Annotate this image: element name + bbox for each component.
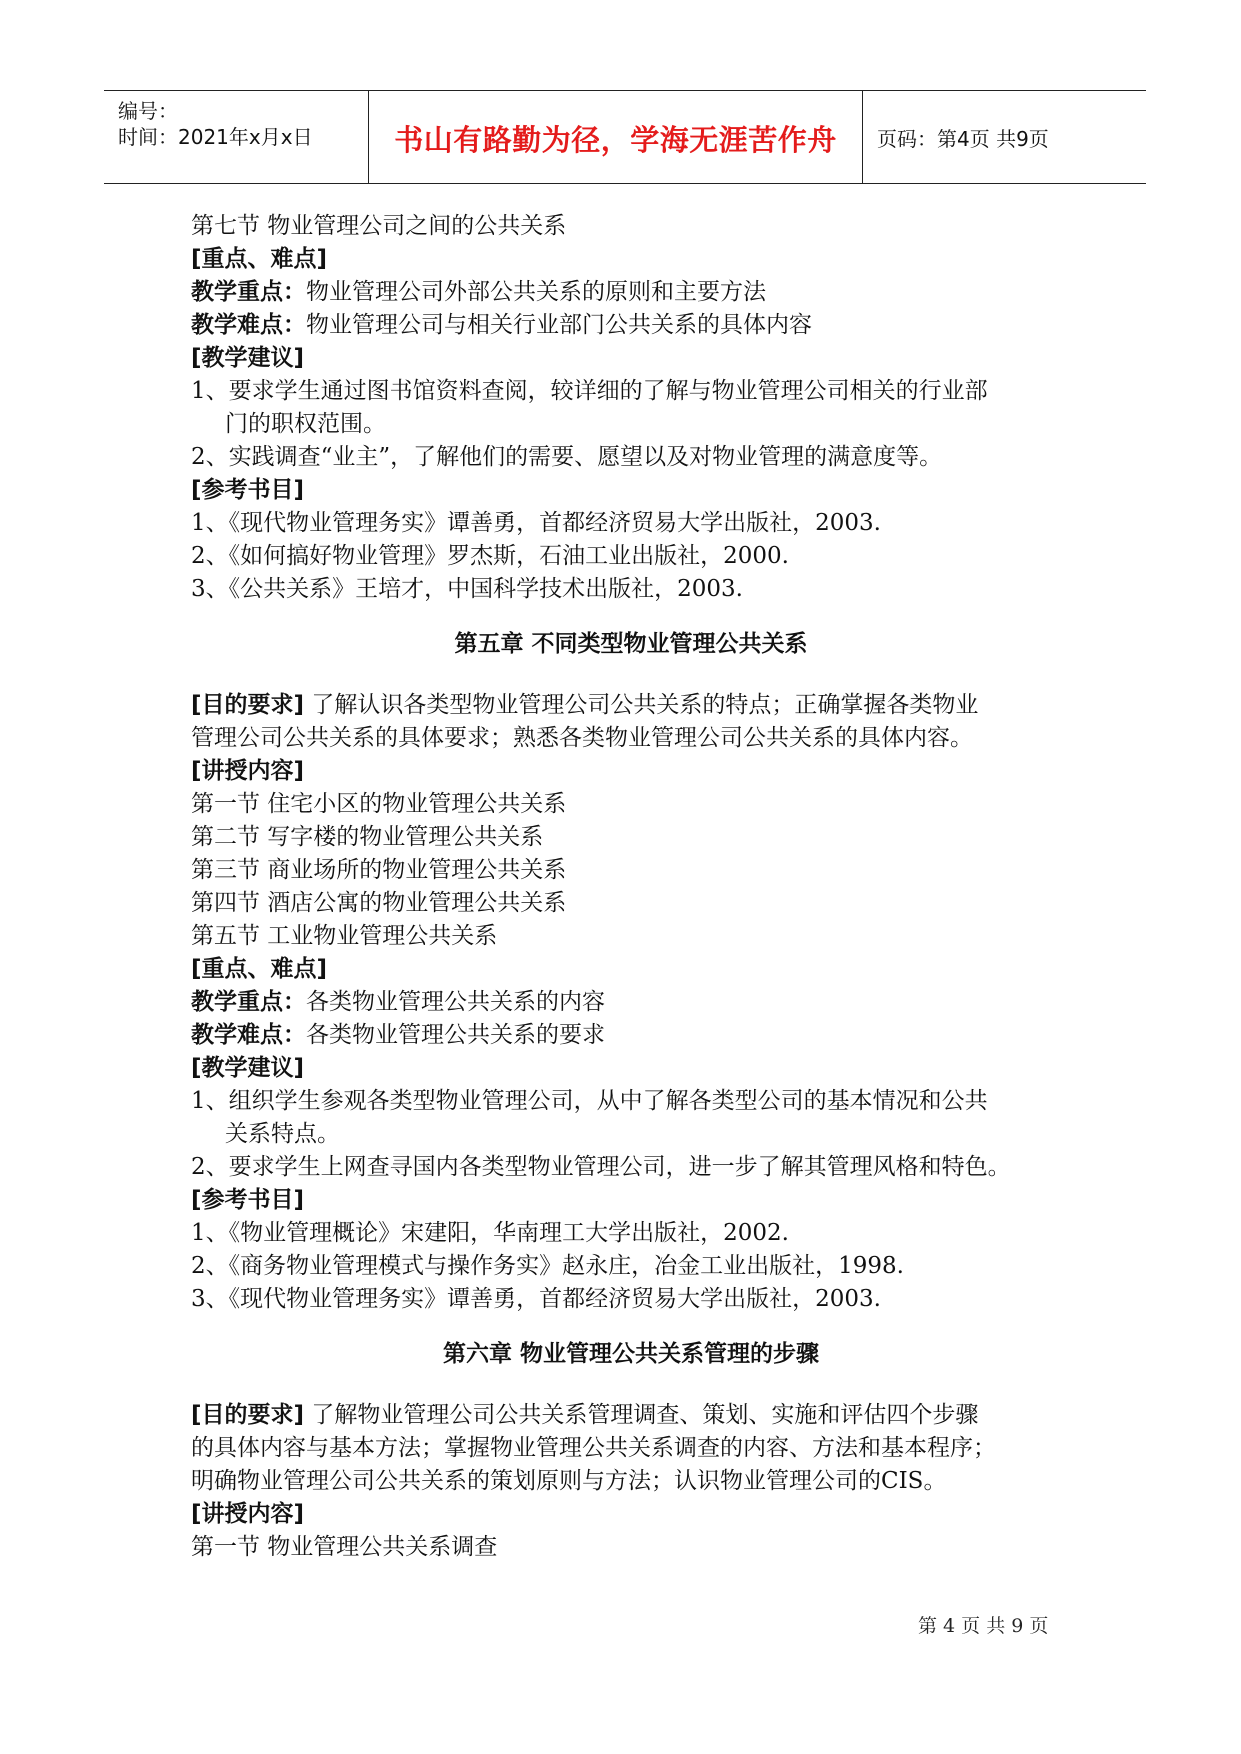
teaching-difficulty-label: 教学难点：: [191, 1022, 306, 1048]
teaching-focus-text: 物业管理公司外部公共关系的原则和主要方法: [306, 279, 766, 305]
header-page-label: 页码：第4页 共9页: [877, 127, 1049, 151]
page-footer: 第 4 页 共 9 页: [918, 1615, 1049, 1637]
teaching-difficulty: [191, 309, 1071, 342]
reference-item: 2、《商务物业管理模式与操作务实》赵永庄，冶金工业出版社，1998.: [191, 1253, 904, 1279]
teaching-focus: [191, 986, 1071, 1019]
suggestion-item-continued: 关系特点。: [225, 1121, 340, 1147]
doc-number-label: 编号：: [118, 99, 178, 123]
section-item: 第三节 商业场所的物业管理公共关系: [191, 857, 567, 883]
reference-item: 3、《现代物业管理务实》谭善勇，首都经济贸易大学出版社，2003.: [191, 1286, 881, 1312]
header-motto: 书山有路勤为径，学海无涯苦作舟: [394, 123, 837, 157]
references-heading: [参考书目]: [191, 1187, 305, 1213]
teaching-difficulty: [191, 1019, 1071, 1052]
suggestion-item: 1、要求学生通过图书馆资料查阅，较详细的了解与物业管理公司相关的行业部: [191, 378, 988, 404]
goal-text-continued: 管理公司公共关系的具体要求；熟悉各类物业管理公司公共关系的具体内容。: [191, 725, 973, 751]
header-meta-cell: [104, 91, 368, 183]
lecture-content-heading: [讲授内容]: [191, 1501, 305, 1527]
section-item: 第一节 住宅小区的物业管理公共关系: [191, 791, 567, 817]
goal-paragraph: [191, 1399, 1071, 1432]
goal-text: 了解认识各类型物业管理公司公共关系的特点；正确掌握各类物业: [304, 692, 979, 718]
suggestion-item: 1、组织学生参观各类型物业管理公司，从中了解各类型公司的基本情况和公共: [191, 1088, 988, 1114]
section-title: 第七节 物业管理公司之间的公共关系: [191, 213, 567, 239]
goal-paragraph: [191, 689, 1071, 722]
chapter-title: 第六章 物业管理公共关系管理的步骤: [442, 1341, 819, 1367]
suggestions-heading: [教学建议]: [191, 1055, 305, 1081]
section-item: 第二节 写字楼的物业管理公共关系: [191, 824, 544, 850]
header-page-cell: [861, 91, 1146, 183]
document-body: [191, 210, 1071, 1564]
key-points-heading: [重点、难点]: [191, 246, 328, 272]
reference-item: 3、《公共关系》王培才，中国科学技术出版社，2003.: [191, 576, 743, 602]
goal-label: [目的要求]: [191, 692, 305, 718]
section-item: 第四节 酒店公寓的物业管理公共关系: [191, 890, 567, 916]
goal-label: [目的要求]: [191, 1402, 305, 1428]
teaching-focus-text: 各类物业管理公共关系的内容: [306, 989, 605, 1015]
suggestion-item: 2、要求学生上网查寻国内各类型物业管理公司，进一步了解其管理风格和特色。: [191, 1154, 1011, 1180]
suggestion-item-continued: 门的职权范围。: [225, 411, 386, 437]
teaching-focus: [191, 276, 1071, 309]
key-points-heading: [重点、难点]: [191, 956, 328, 982]
header-motto-cell: [368, 91, 863, 183]
doc-time-label: 时间：2021年x月x日: [118, 125, 313, 149]
chapter-title: 第五章 不同类型物业管理公共关系: [454, 631, 808, 657]
teaching-difficulty-text: 各类物业管理公共关系的要求: [306, 1022, 605, 1048]
goal-text-continued: 明确物业管理公司公共关系的策划原则与方法；认识物业管理公司的CIS。: [191, 1468, 947, 1494]
references-heading: [参考书目]: [191, 477, 305, 503]
suggestion-item: 2、实践调查“业主”，了解他们的需要、愿望以及对物业管理的满意度等。: [191, 444, 943, 470]
goal-text: 了解物业管理公司公共关系管理调查、策划、实施和评估四个步骤: [304, 1402, 979, 1428]
teaching-difficulty-label: 教学难点：: [191, 312, 306, 338]
reference-item: 1、《现代物业管理务实》谭善勇，首都经济贸易大学出版社，2003.: [191, 510, 881, 536]
teaching-focus-label: 教学重点：: [191, 279, 306, 305]
lecture-content-heading: [讲授内容]: [191, 758, 305, 784]
reference-item: 1、《物业管理概论》宋建阳，华南理工大学出版社，2002.: [191, 1220, 789, 1246]
section-item: 第一节 物业管理公共关系调查: [191, 1534, 498, 1560]
teaching-focus-label: 教学重点：: [191, 989, 306, 1015]
page-header: [104, 90, 1146, 184]
teaching-difficulty-text: 物业管理公司与相关行业部门公共关系的具体内容: [306, 312, 812, 338]
suggestions-heading: [教学建议]: [191, 345, 305, 371]
reference-item: 2、《如何搞好物业管理》罗杰斯，石油工业出版社，2000.: [191, 543, 789, 569]
section-item: 第五节 工业物业管理公共关系: [191, 923, 498, 949]
goal-text-continued: 的具体内容与基本方法；掌握物业管理公共关系调查的内容、方法和基本程序；: [191, 1435, 996, 1461]
